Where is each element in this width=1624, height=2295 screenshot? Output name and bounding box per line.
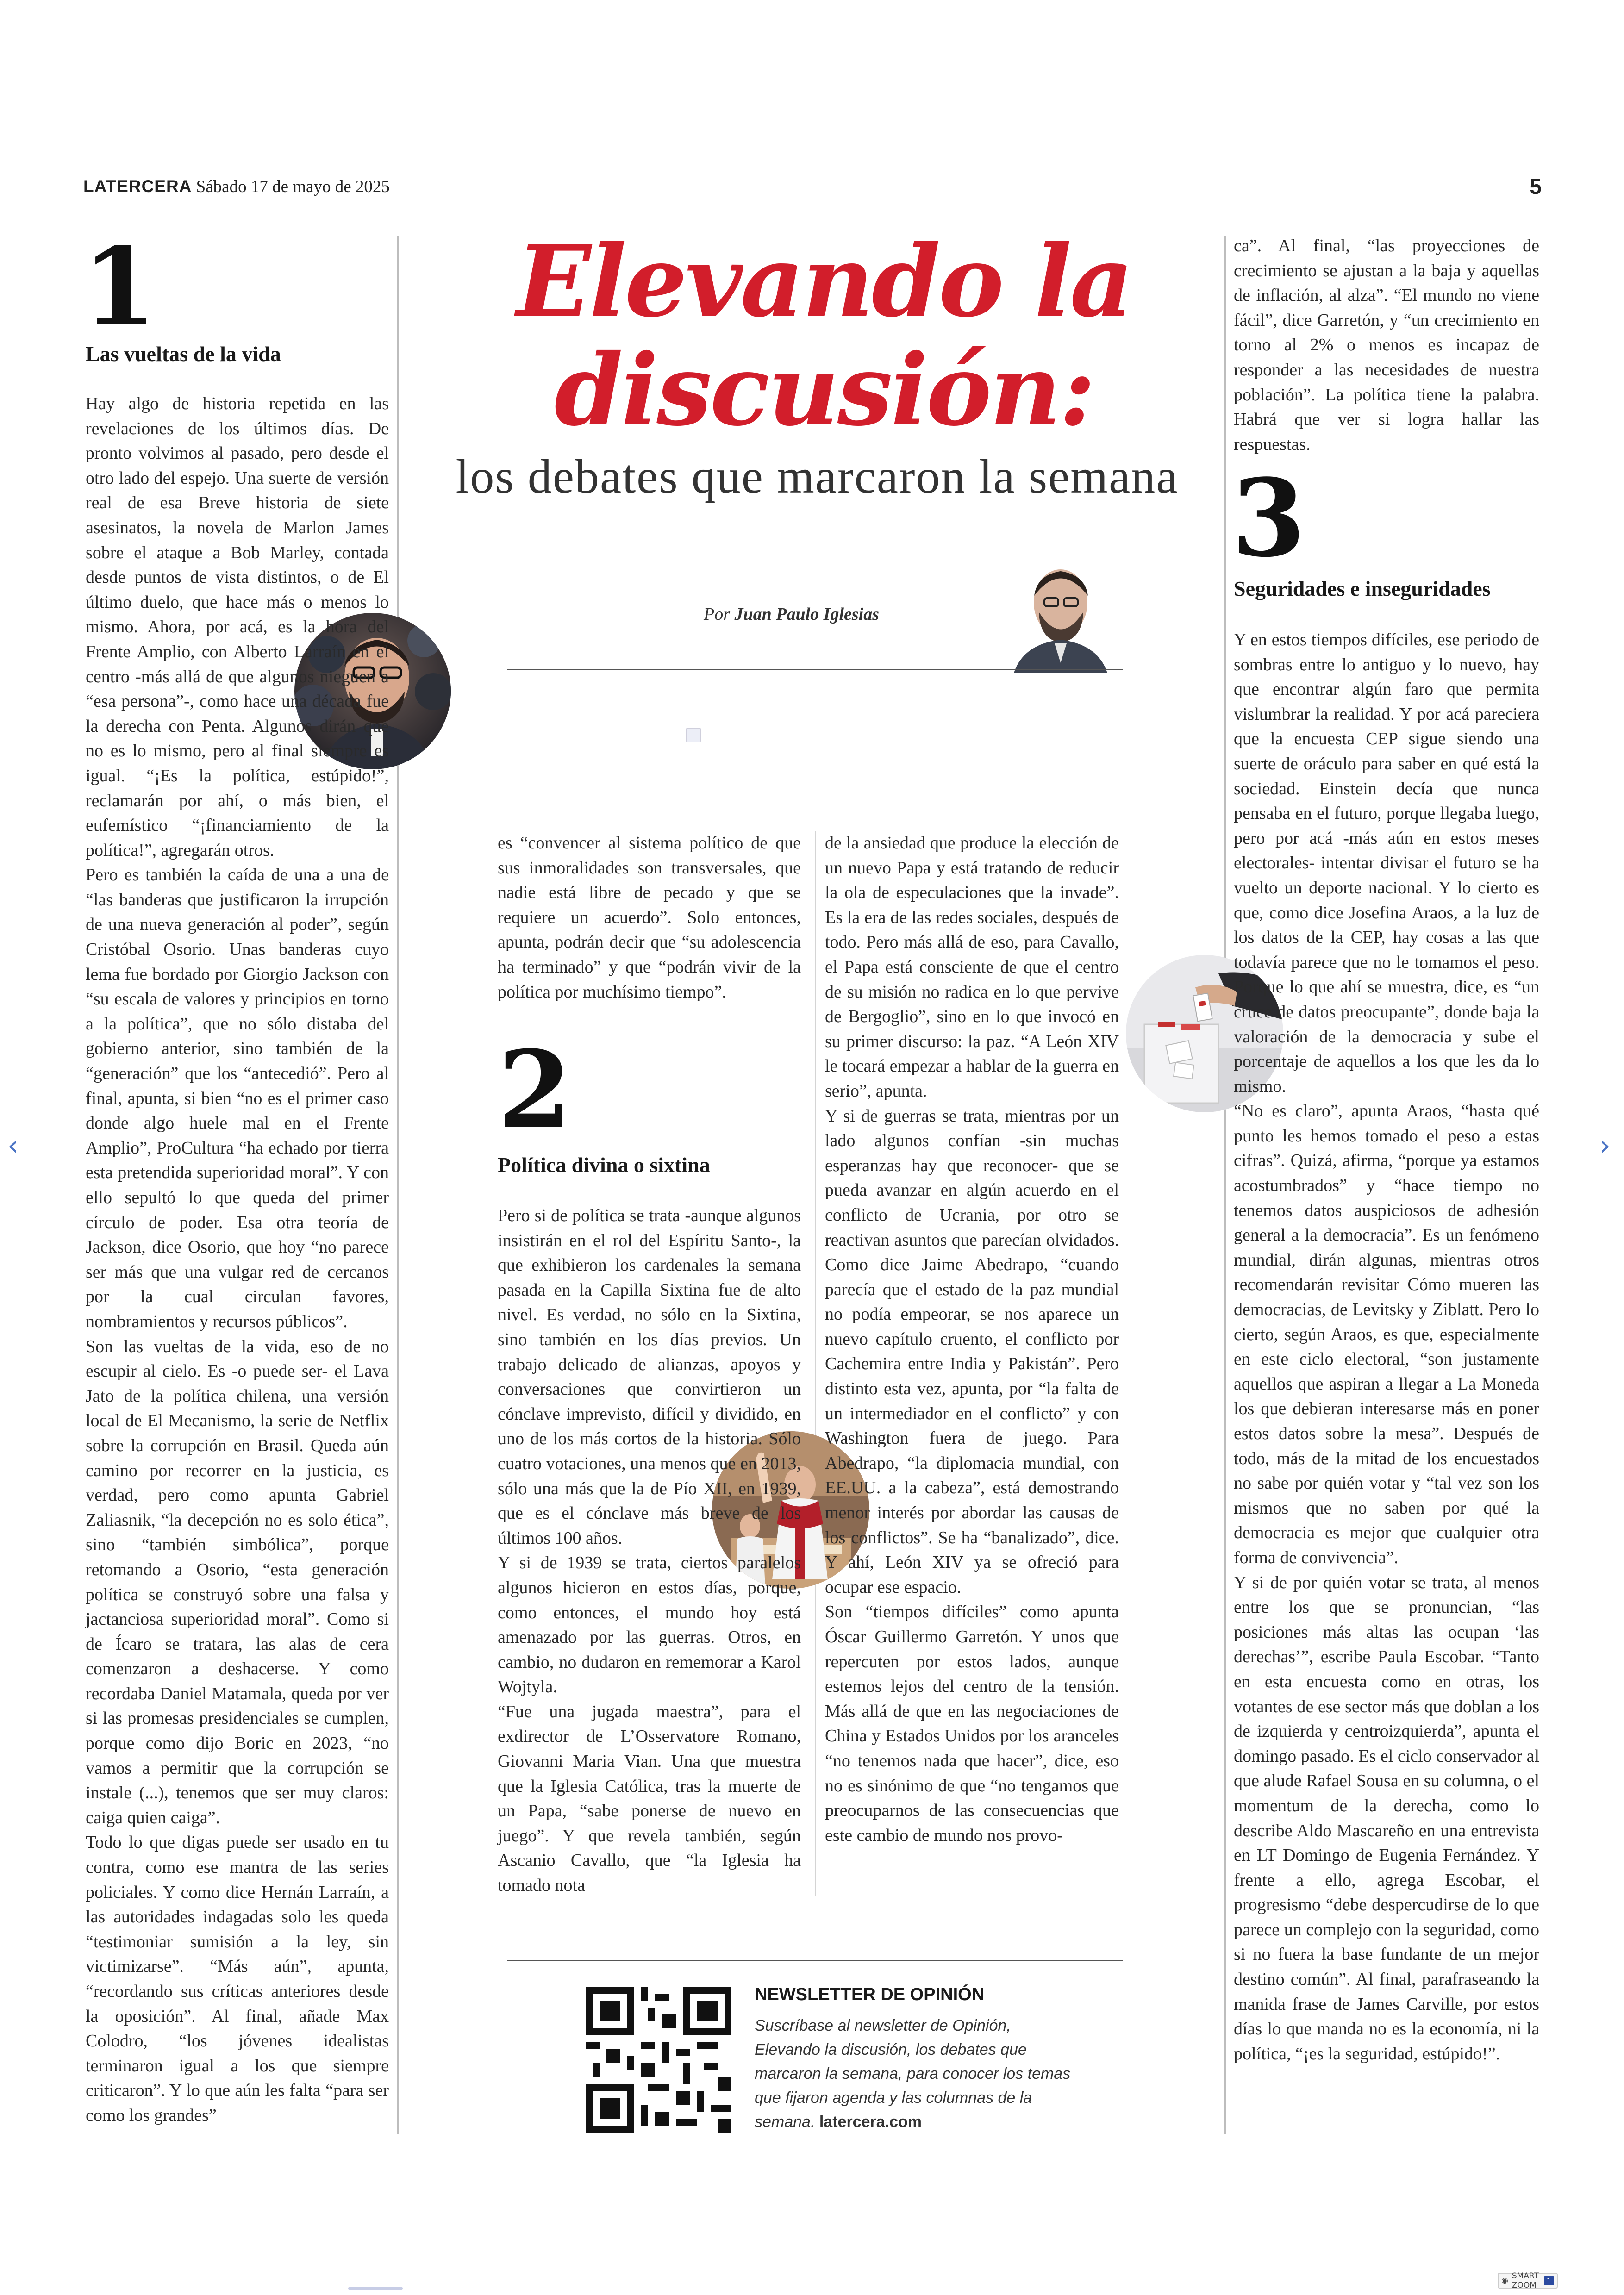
paragraph: Y si de guerras se trata, mientras por un lado algunos confían -sin muchas esperanzas hay que reconocer- que se pueda avanzar en algún acuerdo en el conflicto de Ucrania, por otro se reactivan asuntos que parecían olvidados. Como dice Jaime Abedrapo, “cuando parecía que el estado de la paz mundial no podía empeorar, se nos aparece un nuevo capítulo cruento, el conflicto por Cachemira entre India y Pakistán”. Pero distinto esta vez, apunta, por “la falta de un intermediador en el conflicto” y con Washington fuera de juego. Para Abedrapo, “la diplomacia mundial, con EE.UU. a la cabeza”, está demostrando menor interés por abordar las causas de los conflictos”. Se ha “banalizado”, dice. Y ahí, León XIV ya se ofreció para ocupar ese espacio. [825, 1106, 1119, 1597]
newsletter-body [755, 2014, 1079, 2134]
newsletter-text: Suscríbase al newsletter de Opinión, Elevando la discusión, los debates que marcaron la semana, para conocer los temas que fijaron agenda y las columnas de la semana. [755, 2017, 1071, 2131]
qr-code-icon[interactable] [586, 1987, 731, 2133]
prev-page-button[interactable] [7, 1129, 19, 1162]
section-number-3: 3 [1231, 456, 1306, 581]
page-marker-icon [686, 728, 701, 742]
chevron-left-icon: ‹ [7, 1129, 19, 1162]
newsletter-rule [507, 1960, 1123, 1961]
paragraph: de la ansiedad que produce la elección de un nuevo Papa y está tratando de reducir la ola de especulaciones que la invade”. Es la era de las redes sociales, después de todo. Pero más allá de eso, para Cavallo, el Papa está consciente de que el centro de su misión no radica en lo que pervive de Bergoglio”, sino en lo que invocó en su primer discurso: la paz. “A León XIV le tocará empezar a hablar de la guerra en serio”, apunta. [825, 833, 1119, 1101]
author-photo [1000, 552, 1121, 673]
byline-rule [507, 669, 1123, 670]
section-heading-2: Política divina o sixtina [498, 1153, 710, 1177]
chevron-right-icon: › [1599, 1129, 1611, 1162]
byline-prefix: Por [704, 605, 735, 624]
section-number-2: 2 [498, 1028, 572, 1153]
masthead [83, 177, 1542, 205]
newsletter-link[interactable]: latercera.com [819, 2113, 922, 2131]
column-rule [1224, 236, 1226, 2134]
article-column-3 [825, 831, 1119, 1848]
paragraph: Y si de por quién votar se trata, al menos entre los que se pronuncian, “las posiciones más altas las ocupan ‘las derechas’”, escribe Paula Escobar. “Tanto en esta encuesta como en otras, los votantes de ese sector más que doblan a los de izquierda y centroizquierda”, apunta el domingo pasado. Es el ciclo conservador al que alude Rafael Sousa en su columna, o el momentum de la derecha, como lo describe Aldo Mascareño en una entrevista en LT Domingo de Eugenia Fernández. Y frente a ello, agrega Escobar, el progresismo “debe despercudirse de lo que parece un complejo con la seguridad, como si no fuera la base fundante de un mejor destino común”. Al final, parafraseando la manida frase de James Carville, por estos días lo que manda no es la economía, ni la política, “¡es la seguridad, estúpido!”. [1234, 1572, 1539, 2064]
eye-icon: ◉ [1501, 2276, 1508, 2285]
issue-date: Sábado 17 de mayo de 2025 [196, 177, 390, 196]
article-column-2b [498, 1204, 801, 1898]
brand-logo: LATERCERA [83, 177, 192, 196]
paragraph: Todo lo que digas puede ser usado en tu contra, como ese mantra de las series policiales. Y como dice Hernán Larraín, a las autoridades indagadas solo les queda “testimoniar sumisión a la ley, sin victimizarse”. “Más aún”, apunta, “recordando sus críticas anteriores desde la oposición”. Al final, añade Max Colodro, “los jóvenes idealistas terminaron igual a los que siempre criticaron”. Y lo que aún les falta “para ser como los grandes” [86, 1833, 389, 2125]
column-rule [815, 831, 816, 1896]
zoom-badge: 1 [1544, 2276, 1554, 2285]
headline-line-2: discusión: [554, 332, 1094, 448]
page-number: 5 [1530, 175, 1542, 199]
section-number-1: 1 [82, 225, 157, 349]
column-rule [397, 236, 399, 2134]
newsletter-title: NEWSLETTER DE OPINIÓN [755, 1985, 985, 2004]
paragraph: “Fue una jugada maestra”, para el exdirector de L’Osservatore Romano, Giovanni Maria Vian. Una que muestra que la Iglesia Católica, tras la muerte de un Papa, “sabe ponerse de nuevo en juego”. Y que revela también, según Ascanio Cavallo, que “la Iglesia ha tomado nota [498, 1702, 801, 1896]
paragraph: Hay algo de historia repetida en las revelaciones de los últimos días. De pronto volvimos al pasado, pero desde el otro lado del espejo. Una suerte de versión real de esa Breve historia de siete asesinatos, la novela de Marlon James sobre el ataque a Bob Marley, contada desde puntos de vista distintos, o de El último duelo, que hace más o menos lo mismo. Ahora, por acá, es la hora del Frente Amplio, con Alberto Larraín en el centro -más allá de que algunos nieguen a “esa persona”-, como hace una década fue la derecha con Penta. Algunos dirán que no es lo mismo, pero al final siempre es igual. “¡Es la política, estúpido!”, reclamarán por ahí, o más bien, el eufemístico “¡financiamiento de la política!”, agregarán otros. [86, 394, 389, 860]
byline-author: Juan Paulo Iglesias [734, 605, 880, 624]
paragraph: es “convencer al sistema político de que sus inmoralidades son transversales, que nadie está libre de pecado y que se requiere un acuerdo”. Solo entonces, apunta, podrán decir que “su adolescencia ha terminado” y que “podrán vivir de la política por muchísimo tiempo”. [498, 833, 801, 1002]
section-heading-3: Seguridades e inseguridades [1234, 577, 1491, 600]
byline [704, 604, 879, 624]
article-column-2 [498, 831, 801, 1004]
next-page-button[interactable] [1599, 1129, 1611, 1162]
headline [491, 224, 1157, 448]
paragraph: “No es claro”, apunta Araos, “hasta qué punto les hemos tomado el peso a estas cifras”. Quizá, afirma, “porque ya estamos acostumbrados” y “hace tiempo no tenemos datos auspiciosos de adhesión general a la democracia”. Es un fenómeno mundial, dirán algunas, mientras otros recomendarán revisitar Cómo mueren las democracias, de Levitsky y Ziblatt. Pero lo cierto, según Araos, es que, especialmente en este ciclo electoral, “son justamente aquellos que aspiran a llegar a La Moneda los que debieran interesarse más en poner estos datos sobre la mesa”. Después de todo, más de la mitad de los encuestados no sabe por quién votar y “tal vez son los mismos que no saben por qué la democracia es mejor que cualquier otra forma de convivencia”. [1234, 1101, 1539, 1567]
paragraph: Son “tiempos difíciles” como apunta Óscar Guillermo Garretón. Y unos que repercuten por estos lados, aunque estemos lejos del centro de la tensión. Más allá de que en las negociaciones de China y Estados Unidos por los aranceles “no tenemos nada que hacer”, dice, eso no es sinónimo de que “no tengamos que preocuparnos de las consecuencias que este cambio de mundo nos provo- [825, 1602, 1119, 1845]
article-column-4 [1234, 628, 1539, 2066]
paragraph: Y si de 1939 se trata, ciertos paralelos algunos hicieron en estos días, porque, como entonces, el mundo hoy está amenazado por las guerras. Otros, en cambio, no dudaron en rememorar a Karol Wojtyla. [498, 1553, 801, 1697]
article-column-1 [86, 392, 389, 2128]
paragraph: Son las vueltas de la vida, eso de no escupir al cielo. Es -o puede ser- el Lava Jato de la política chilena, una versión local de El Mecanismo, la serie de Netflix sobre la corrupción en Brasil. Queda aún camino por recorrer en la justicia, es verdad, pero como apunta Gabriel Zaliasnik, “la decepción no es solo ética”, sino “también simbólica”, porque retomando a Osorio, “esta generación política se construyó sobre una falsa y jactanciosa superioridad moral”. Como si de Ícaro se tratara, las alas de cera comenzaron a deshacerse. Y como recordaba Daniel Matamala, queda por ver si las promesas presidenciales se cumplen, porque como dijo Boric en 2023, “no vamos a permitir que la corrupción se instale (...), tenemos que ser muy claros: caiga quien caiga”. [86, 1336, 389, 1827]
smart-zoom-label: SMART ZOOM [1512, 2271, 1539, 2290]
page-progress-bar [348, 2287, 403, 2290]
section-heading-1: Las vueltas de la vida [86, 342, 281, 366]
article-column-4-intro [1234, 234, 1539, 457]
paragraph: Y en estos tiempos difíciles, ese periodo de sombras entre lo antiguo y lo nuevo, hay que encontrar algún faro que permita vislumbrar la realidad. Y por acá pareciera que la encuesta CEP sigue siendo una suerte de oráculo para saber en qué está la sociedad. Einstein decía que nunca pensaba en el futuro, porque llegaba luego, pero por acá -más aún en estos meses electorales- intentar divisar el futuro se ha vuelto un deporte nacional. Y lo cierto es que, como dice Josefina Araos, a la luz de los datos de la CEP, hay cosas a las que todavía parece que no le tomamos el peso. Porque lo que ahí se muestra, dice, es “un cruce de datos preocupante”, donde baja la valoración de la democracia y sube el porcentaje de aquellos a los que les da lo mismo. [1234, 630, 1539, 1096]
subheadline: los debates que marcaron la semana [456, 450, 1179, 503]
paragraph: Pero es también la caída de una a una de “las banderas que justificaron la irrupción de una nueva generación al poder”, según Cristóbal Osorio. Unas banderas cuyo lema fue bordado por Giorgio Jackson con “su escala de valores y principios en torno a la política”, que no sólo distaba del gobierno anterior, sino también de la “generación” que los “antecedió”. Pero al final, apunta, si bien “no es el primer caso donde algo huele mal en el Frente Amplio”, ProCultura “ha echado por tierra esta pretendida superioridad moral”. Y con ello sepultó lo que queda del primer círculo de poder. Esa otra teoría de Jackson, dice Osorio, que hoy “no parece ser más que una vulgar red de cercanos por la cual circulan favores, nombramientos y recursos públicos”. [86, 865, 389, 1331]
headline-line-1: Elevando la [516, 224, 1132, 339]
paragraph: ca”. Al final, “las proyecciones de crecimiento se ajustan a la baja y aquellas de inflación, al alza”. “El mundo no viene fácil”, dice Garretón, y “un crecimiento en torno al 2% o menos es incapaz de responder a las necesidades de nuestra población”. La política tiene la palabra. Habrá que ver si logra hallar las respuestas. [1234, 236, 1539, 454]
paragraph: Pero si de política se trata -aunque algunos insistirán en el rol del Espíritu Santo-, la que exhibieron los cardenales la semana pasada en la Capilla Sixtina fue de alto nivel. Es verdad, no sólo en la Sixtina, sino también en los días previos. Un trabajo delicado de alianzas, apoyos y conversaciones que convirtieron un cónclave imprevisto, difícil y dividido, en uno de los más cortos de la historia. Sólo cuatro votaciones, una menos que en 2013, sólo una más que la de Pío XII, en 1939, que es el cónclave más breve de los últimos 100 años. [498, 1206, 801, 1548]
smart-zoom-button[interactable] [1498, 2273, 1558, 2289]
